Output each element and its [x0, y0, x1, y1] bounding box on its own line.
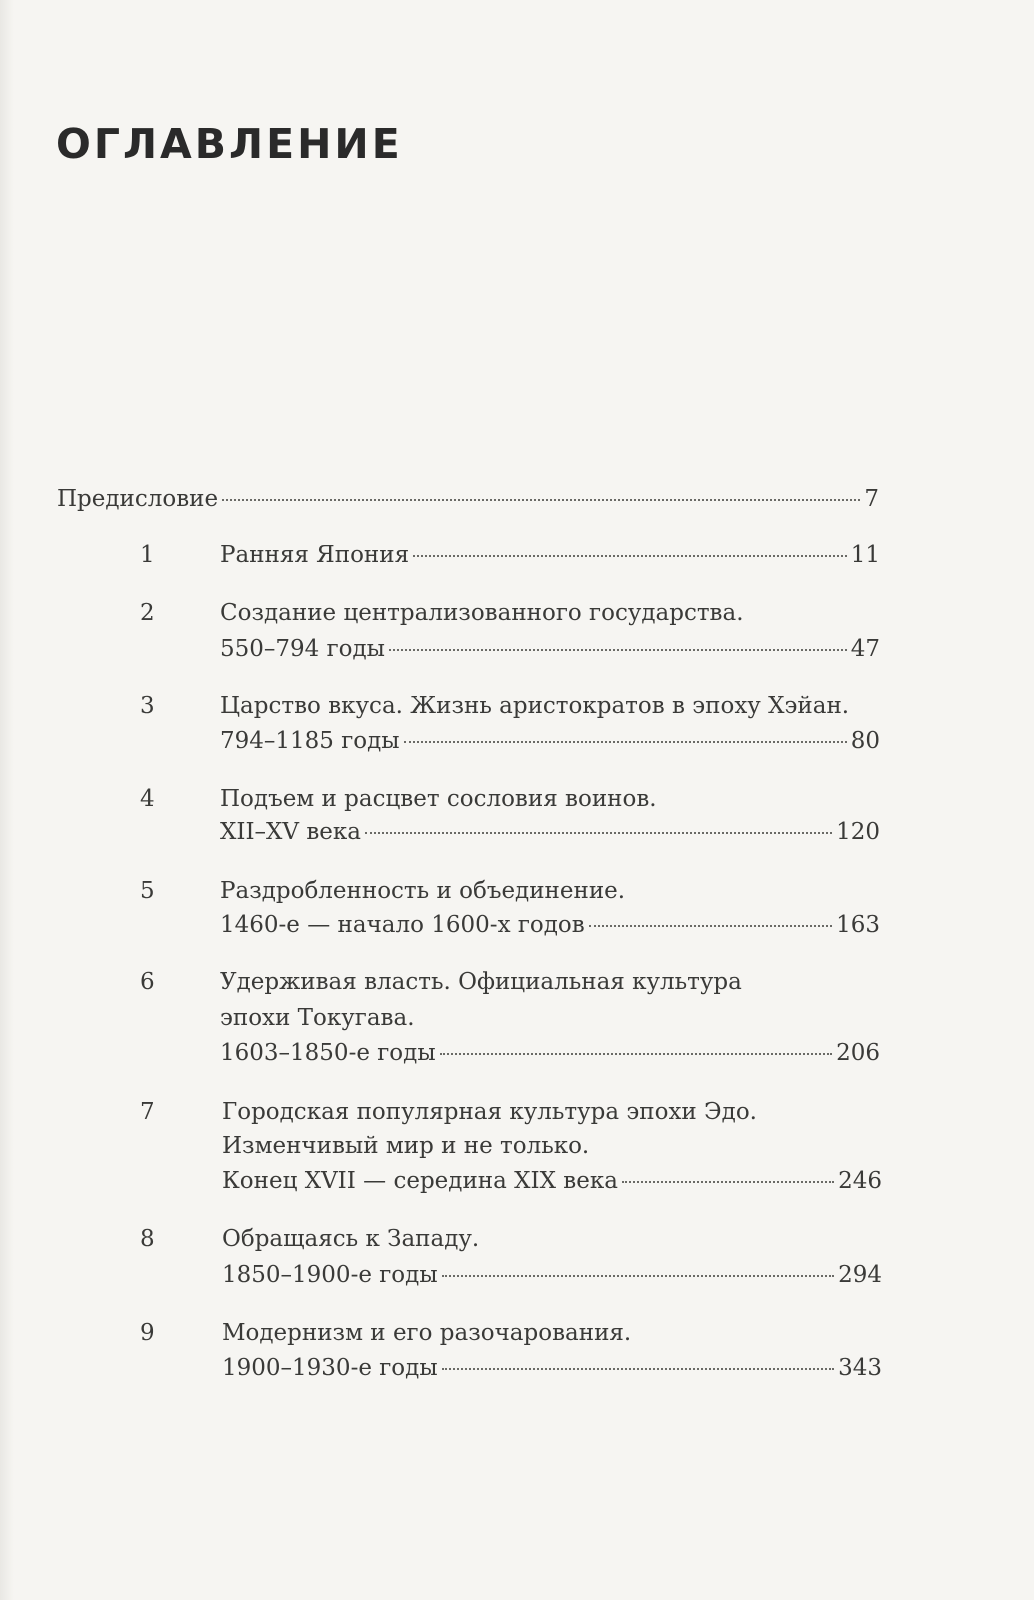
toc-entry-label: XII–XV века: [220, 819, 361, 845]
toc-entry-label: Подъем и расцвет сословия воинов.: [220, 786, 657, 812]
toc-entry-label: 1460-е — начало 1600-х годов: [220, 912, 585, 938]
toc-entry-label: Царство вкуса. Жизнь аристократов в эпоху Хэйан.: [220, 693, 850, 719]
dot-leader: [389, 649, 847, 651]
chapter-number: 9: [140, 1320, 155, 1346]
toc-entry-label: Модернизм и его разочарования.: [222, 1320, 632, 1346]
toc-entry-label: Раздробленность и объединение.: [220, 878, 626, 904]
chapter-number: 5: [140, 878, 155, 904]
toc-entry-label: 1900–1930-е годы: [222, 1355, 438, 1381]
toc-page-number: 120: [836, 819, 880, 845]
dot-leader: [365, 832, 832, 834]
toc-entry-label: эпохи Токугава.: [220, 1005, 415, 1031]
dot-leader: [442, 1275, 834, 1277]
toc-entry-label: Городская популярная культура эпохи Эдо.: [222, 1099, 757, 1125]
toc-entry-chapter-5[interactable]: [220, 910, 880, 940]
toc-entry-chapter-1[interactable]: [220, 540, 880, 570]
toc-entry-label: Предисловие: [57, 486, 219, 512]
toc-entry-label: Изменчивый мир и не только.: [222, 1133, 590, 1159]
toc-entry-label: 1850–1900-е годы: [222, 1262, 438, 1288]
chapter-number: 3: [140, 693, 155, 719]
dot-leader: [440, 1053, 832, 1055]
toc-page-number: 206: [836, 1040, 880, 1066]
toc-entry-chapter-6[interactable]: [220, 1038, 880, 1068]
chapter-number: 2: [140, 600, 155, 626]
dot-leader: [622, 1181, 834, 1183]
chapter-number: 4: [140, 786, 155, 812]
toc-page-number: 294: [838, 1262, 882, 1288]
toc-page-number: 343: [838, 1355, 882, 1381]
page-title: ОГЛАВЛЕНИЕ: [56, 120, 403, 168]
dot-leader: [413, 555, 847, 557]
toc-entry-label: 1603–1850-е годы: [220, 1040, 436, 1066]
toc-entry-label: Создание централизованного государства.: [220, 600, 744, 626]
toc-entry-label: Обращаясь к Западу.: [222, 1226, 480, 1252]
chapter-number: 6: [140, 969, 155, 995]
toc-entry-chapter-4[interactable]: [220, 817, 880, 847]
dot-leader: [404, 741, 847, 743]
toc-entry-chapter-8[interactable]: [222, 1260, 882, 1290]
toc-page-number: 163: [836, 912, 880, 938]
dot-leader: [442, 1368, 834, 1370]
toc-entry-label: Ранняя Япония: [220, 542, 410, 568]
dot-leader: [222, 499, 860, 501]
toc-page-number: 47: [850, 636, 880, 662]
chapter-number: 8: [140, 1226, 155, 1252]
toc-page-number: 11: [850, 542, 880, 568]
toc-entry-preface[interactable]: [57, 484, 879, 514]
chapter-number: 7: [140, 1099, 155, 1125]
toc-page-number: 80: [850, 728, 880, 754]
toc-entry-label: Конец XVII — середина XIX века: [222, 1168, 618, 1194]
toc-entry-chapter-3[interactable]: [220, 726, 880, 756]
dot-leader: [589, 925, 832, 927]
toc-page-number: 246: [838, 1168, 882, 1194]
toc-entry-label: Удерживая власть. Официальная культура: [220, 969, 742, 995]
toc-entry-chapter-9[interactable]: [222, 1353, 882, 1383]
toc-page-number: 7: [864, 486, 879, 512]
toc-entry-chapter-7[interactable]: [222, 1166, 882, 1196]
toc-entry-label: 550–794 годы: [220, 636, 385, 662]
chapter-number: 1: [140, 542, 155, 568]
toc-entry-chapter-2[interactable]: [220, 634, 880, 664]
toc-entry-label: 794–1185 годы: [220, 728, 400, 754]
